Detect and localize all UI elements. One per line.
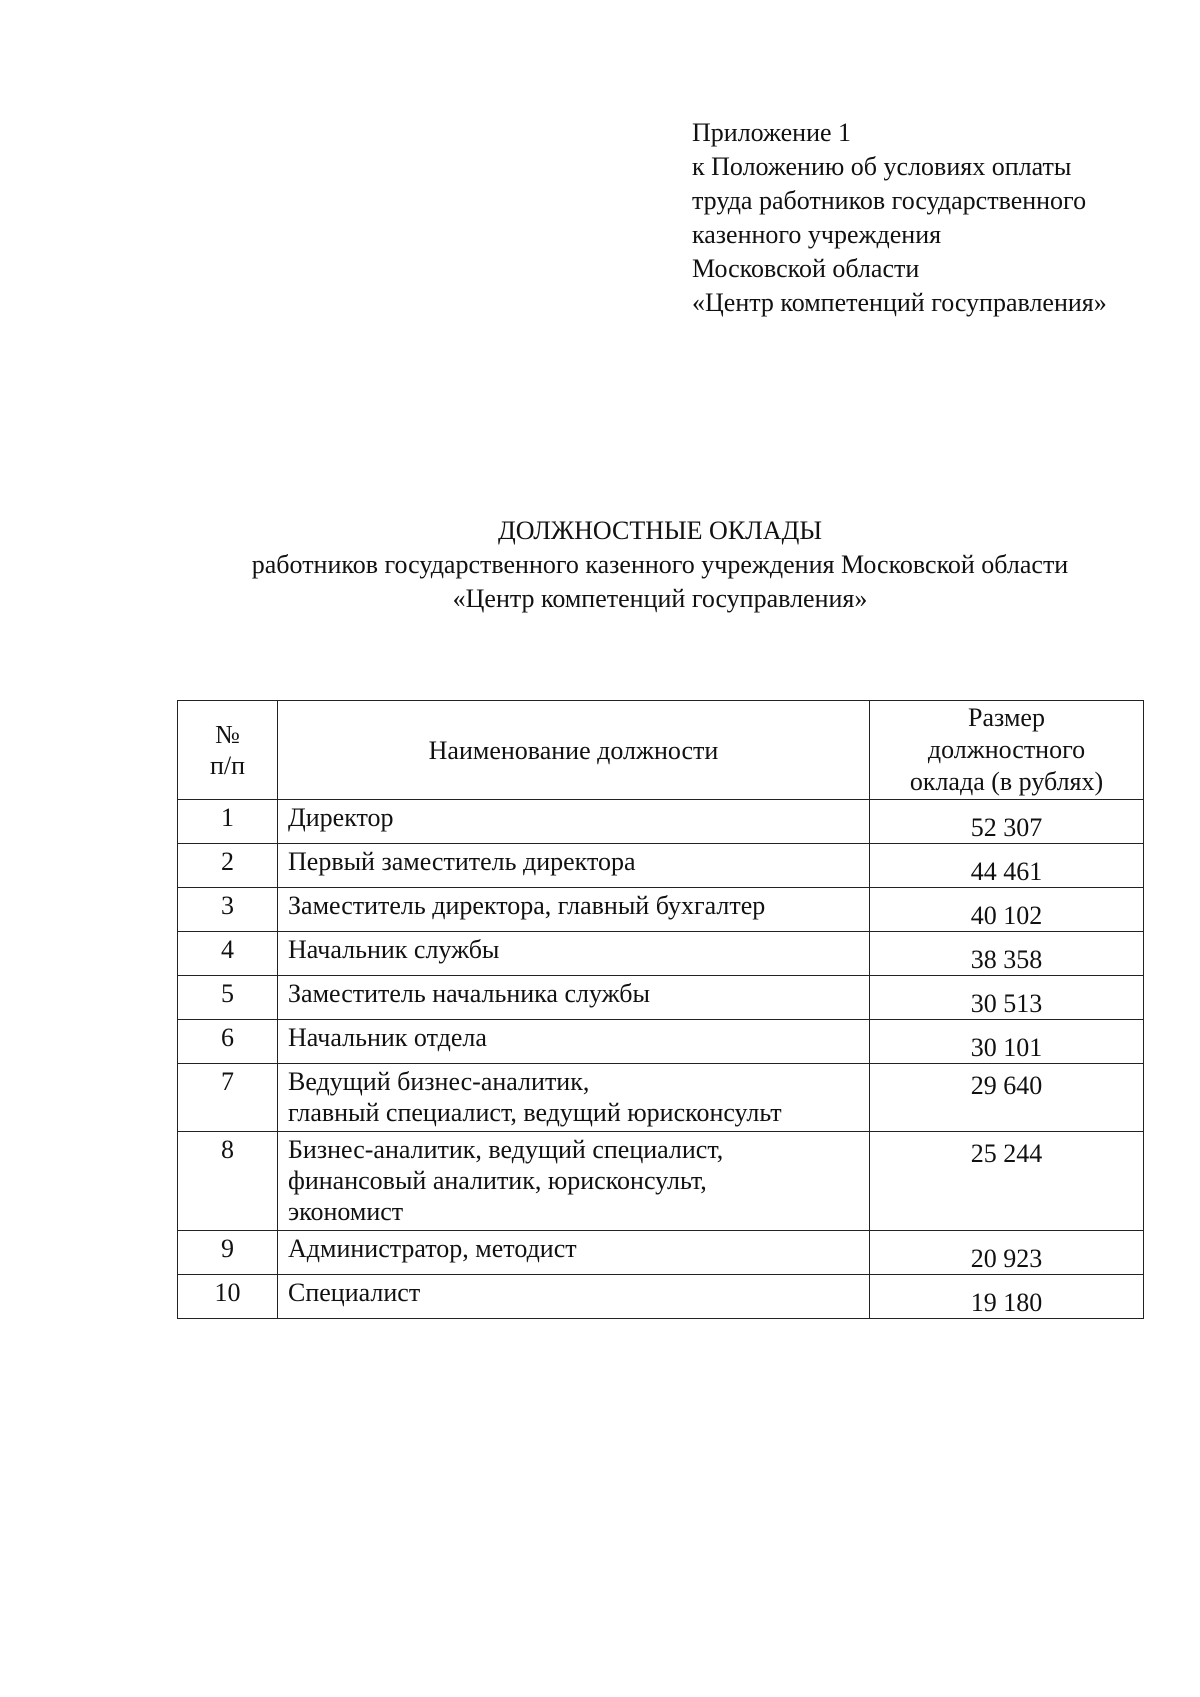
salary-amount: 44 461 bbox=[870, 844, 1144, 888]
position-name-line: главный специалист, ведущий юрисконсульт bbox=[288, 1098, 782, 1127]
header-position-name: Наименование должности bbox=[278, 701, 870, 800]
row-number: 8 bbox=[178, 1132, 278, 1231]
appendix-line: Московской области bbox=[692, 254, 920, 283]
position-name bbox=[278, 800, 870, 844]
appendix-line: казенного учреждения bbox=[692, 220, 942, 249]
position-name-line: Начальник отдела bbox=[288, 1023, 487, 1052]
salary-table bbox=[177, 700, 1144, 1319]
table-row bbox=[178, 800, 1144, 844]
header-number-abbr: п/п bbox=[209, 751, 246, 780]
salary-amount: 38 358 bbox=[870, 932, 1144, 976]
position-name bbox=[278, 888, 870, 932]
position-name-line: Директор bbox=[288, 803, 394, 832]
row-number: 2 bbox=[178, 844, 278, 888]
position-name-line: Начальник службы bbox=[288, 935, 500, 964]
title-heading: ДОЛЖНОСТНЫЕ ОКЛАДЫ bbox=[497, 516, 822, 545]
position-name bbox=[278, 844, 870, 888]
salary-amount: 29 640 bbox=[870, 1064, 1144, 1132]
position-name bbox=[278, 1231, 870, 1275]
table-row bbox=[178, 1275, 1144, 1319]
position-name-line: Специалист bbox=[288, 1278, 421, 1307]
position-name bbox=[278, 1275, 870, 1319]
position-name-line: Первый заместитель директора bbox=[288, 847, 636, 876]
row-number: 7 bbox=[178, 1064, 278, 1132]
position-name bbox=[278, 1132, 870, 1231]
position-name bbox=[278, 1064, 870, 1132]
position-name-line: экономист bbox=[288, 1197, 404, 1226]
header-number-symbol: № bbox=[215, 720, 240, 749]
salary-amount: 30 101 bbox=[870, 1020, 1144, 1064]
salary-amount: 30 513 bbox=[870, 976, 1144, 1020]
salary-amount: 40 102 bbox=[870, 888, 1144, 932]
appendix-line: «Центр компетенций госуправления» bbox=[692, 288, 1107, 317]
table-row bbox=[178, 888, 1144, 932]
row-number: 3 bbox=[178, 888, 278, 932]
document-title bbox=[150, 514, 1170, 616]
appendix-line: труда работников государственного bbox=[692, 186, 1087, 215]
header-salary-amount bbox=[870, 701, 1144, 800]
position-name bbox=[278, 1020, 870, 1064]
table-row bbox=[178, 844, 1144, 888]
table-header-row bbox=[178, 701, 1144, 800]
table-row bbox=[178, 1231, 1144, 1275]
title-organization: «Центр компетенций госуправления» bbox=[452, 584, 868, 613]
header-number bbox=[178, 701, 278, 800]
appendix-line: к Положению об условиях оплаты bbox=[692, 152, 1072, 181]
position-name-line: Администратор, методист bbox=[288, 1234, 577, 1263]
table-row bbox=[178, 932, 1144, 976]
position-name bbox=[278, 976, 870, 1020]
table-row bbox=[178, 1064, 1144, 1132]
appendix-header bbox=[692, 116, 1162, 320]
table-row bbox=[178, 976, 1144, 1020]
position-name bbox=[278, 932, 870, 976]
salary-amount: 52 307 bbox=[870, 800, 1144, 844]
row-number: 9 bbox=[178, 1231, 278, 1275]
appendix-line: Приложение 1 bbox=[692, 118, 852, 147]
row-number: 6 bbox=[178, 1020, 278, 1064]
table-row bbox=[178, 1132, 1144, 1231]
position-name-line: Заместитель начальника службы bbox=[288, 979, 650, 1008]
salary-amount: 19 180 bbox=[870, 1275, 1144, 1319]
header-amount-line: Размер bbox=[968, 703, 1045, 732]
position-name-line: Заместитель директора, главный бухгалтер bbox=[288, 891, 766, 920]
title-subtitle: работников государственного казенного учреждения Московской области bbox=[251, 550, 1069, 579]
table-row bbox=[178, 1020, 1144, 1064]
position-name-line: финансовый аналитик, юрисконсульт, bbox=[288, 1166, 707, 1195]
position-name-line: Ведущий бизнес-аналитик, bbox=[288, 1067, 590, 1096]
row-number: 1 bbox=[178, 800, 278, 844]
row-number: 5 bbox=[178, 976, 278, 1020]
salary-amount: 20 923 bbox=[870, 1231, 1144, 1275]
row-number: 4 bbox=[178, 932, 278, 976]
row-number: 10 bbox=[178, 1275, 278, 1319]
header-amount-line: должностного bbox=[927, 735, 1086, 764]
position-name-line: Бизнес-аналитик, ведущий специалист, bbox=[288, 1135, 724, 1164]
salary-amount: 25 244 bbox=[870, 1132, 1144, 1231]
header-amount-line: оклада (в рублях) bbox=[909, 767, 1104, 796]
